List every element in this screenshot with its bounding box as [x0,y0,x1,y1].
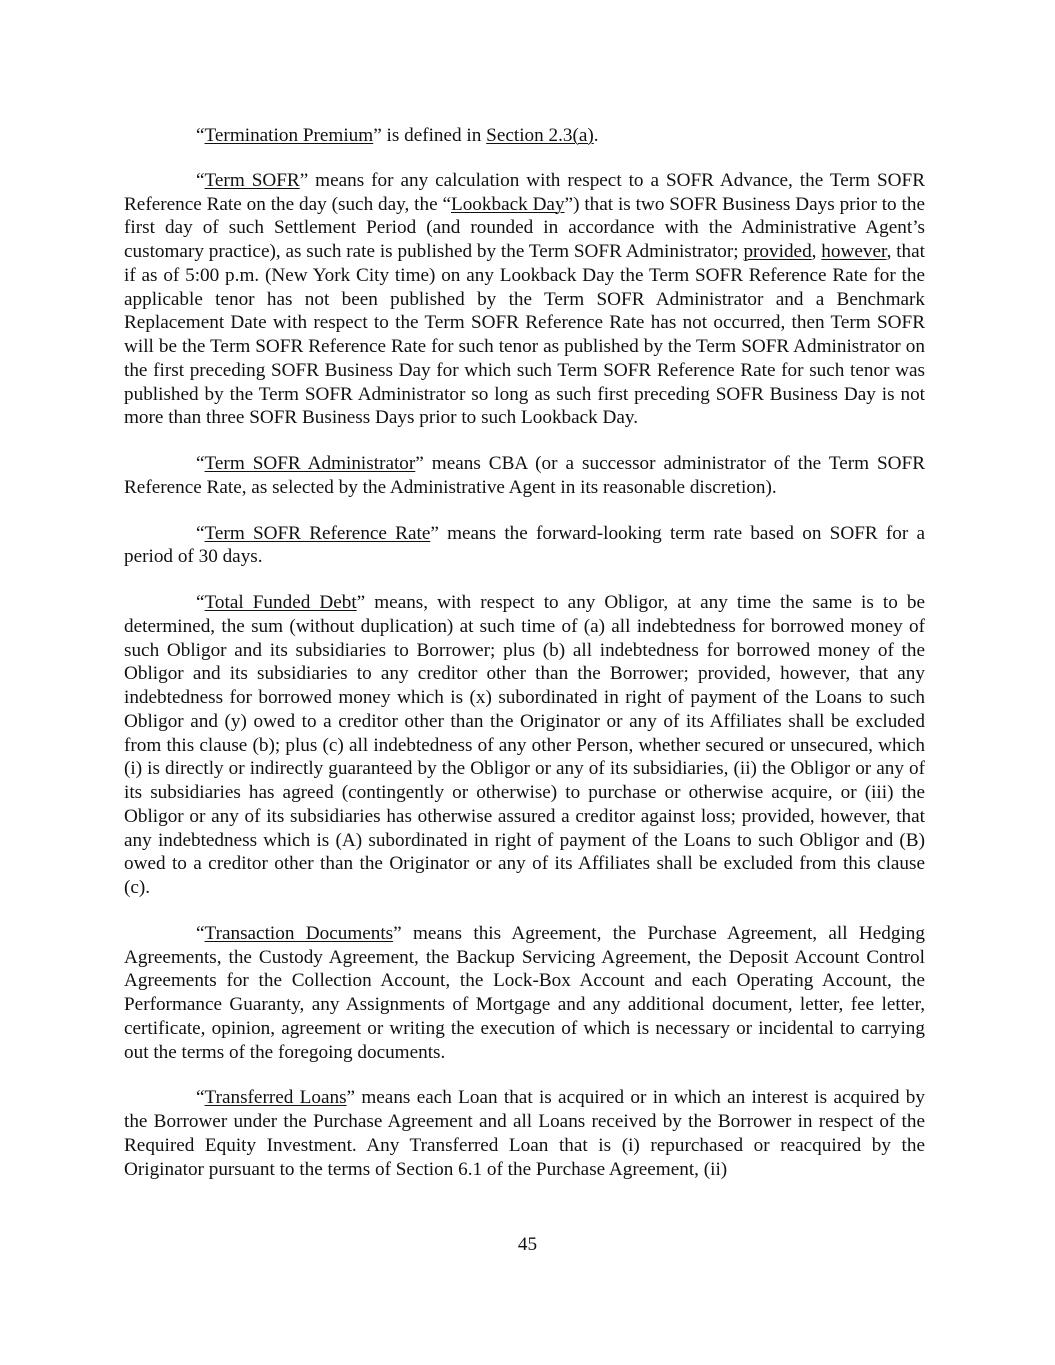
definition-text: ”) that is two SOFR Business Days prior to the first day of such Settlement Period (and rounded in accordance with the Administrative Agent’s customary practice), as such rate is published by the Term SOFR Administrator; [124,193,925,262]
open-quote: “ [196,522,205,544]
definition-text: . [593,125,599,146]
definition-text: ” means, with respect to any Obligor, at any time the same is to be determined, the sum (without duplication) at such time of (a) all indebtedness for borrowed money of such Obligor and its subsidiaries to Borrower; plus (b) all indebtedness for borrowed money of the Obligor and its subsidiaries to any creditor other than the Borrower; provided, however, that any indebtedness for borrowed money which is (x) subordinated in right of payment of the Loans to such Obligor and (y) owed to a creditor other than the Originator or any of its Affiliates shall be excluded from this clause (b); plus (c) all indebtedness of any other Person, whether secured or unsecured, which (i) is directly or indirectly guaranteed by the Obligor or any of its subsidiaries, (ii) the Obligor or any of its subsidiaries has agreed (contingently or otherwise) to purchase or otherwise acquire, or (iii) the Obligor or any of its subsidiaries has otherwise assured a creditor against loss; provided, however, that any indebtedness which is (A) subordinated in right of payment of the Loans to such Obligor and (B) owed to a creditor other than the Originator or any of its Affiliates shall be excluded from this clause (c). [124,592,925,898]
definition-transaction-documents [124,922,925,1065]
definition-total-funded-debt [124,591,925,900]
open-quote: “ [196,453,205,474]
open-quote: “ [196,125,205,146]
definition-text: , that if as of 5:00 p.m. (New York City time) on any Lookback Day the Term SOFR Reference Rate for the applicable tenor has not been published by the Term SOFR Administrator and a Benchmark Replacement Date with respect to the Term SOFR Reference Rate has not occurred, then Term SOFR will be the Term SOFR Reference Rate for such tenor as published by the Term SOFR Administrator on the first preceding SOFR Business Day for which such Term SOFR Reference Rate for such tenor was published by the Term SOFR Administrator so long as such first preceding SOFR Business Day is not more than three SOFR Business Days prior to such Lookback Day. [124,241,925,429]
proviso-word: provided [743,241,812,262]
definition-text: ” means for any calculation with respect to a SOFR Advance, the Term SOFR Reference Rate on the day (such day, the “ [124,169,925,215]
defined-term-inline: Lookback Day [450,193,565,215]
open-quote: “ [196,922,205,944]
document-page [124,124,925,1203]
defined-term: Term SOFR Administrator [204,453,416,474]
open-quote: “ [196,169,205,191]
page-number: 45 [517,1234,538,1255]
definition-text: ” is defined in [373,125,487,146]
defined-term: Total Funded Debt [204,592,357,613]
definition-text: ” means the forward-looking term rate based on SOFR for a period of 30 days. [124,522,926,568]
definition-text: ” means CBA (or a successor administrator of the Term SOFR Reference Rate, as selected by the Administrative Agent in its reasonable discretion). [124,453,926,498]
definition-text: , [811,241,822,262]
section-reference: Section 2.3(a) [486,125,594,146]
open-quote: “ [196,1087,205,1109]
definition-term-sofr-reference-rate [124,522,925,570]
definition-term-sofr-administrator [124,452,925,500]
open-quote: “ [196,592,205,613]
defined-term: Transaction Documents [204,922,394,944]
definition-text: ” means this Agreement, the Purchase Agreement, all Hedging Agreements, the Custody Agreement, the Backup Servicing Agreement, the Deposit Account Control Agreements for the Collection Account, the Lock-Box Account and each Operating Account, the Performance Guaranty, any Assignments of Mortgage and any additional document, letter, fee letter, certificate, opinion, agreement or writing the execution of which is necessary or incidental to carrying out the terms of the foregoing documents. [124,922,925,1063]
defined-term: Term SOFR [204,169,300,191]
defined-term: Transferred Loans [204,1087,347,1109]
defined-term: Term SOFR Reference Rate [204,522,431,544]
definition-text: ” means each Loan that is acquired or in which an interest is acquired by the Borrower under the Purchase Agreement and all Loans received by the Borrower in respect of the Required Equity Investment. Any Transferred Loan that is (i) repurchased or reacquired by the Originator pursuant to the terms of Section 6.1 of the Purchase Agreement, (ii) [124,1087,925,1180]
defined-term: Termination Premium [204,125,374,146]
definition-termination-premium [124,124,925,148]
proviso-word: however [821,241,887,262]
definition-term-sofr [124,169,925,430]
definition-transferred-loans [124,1086,925,1181]
